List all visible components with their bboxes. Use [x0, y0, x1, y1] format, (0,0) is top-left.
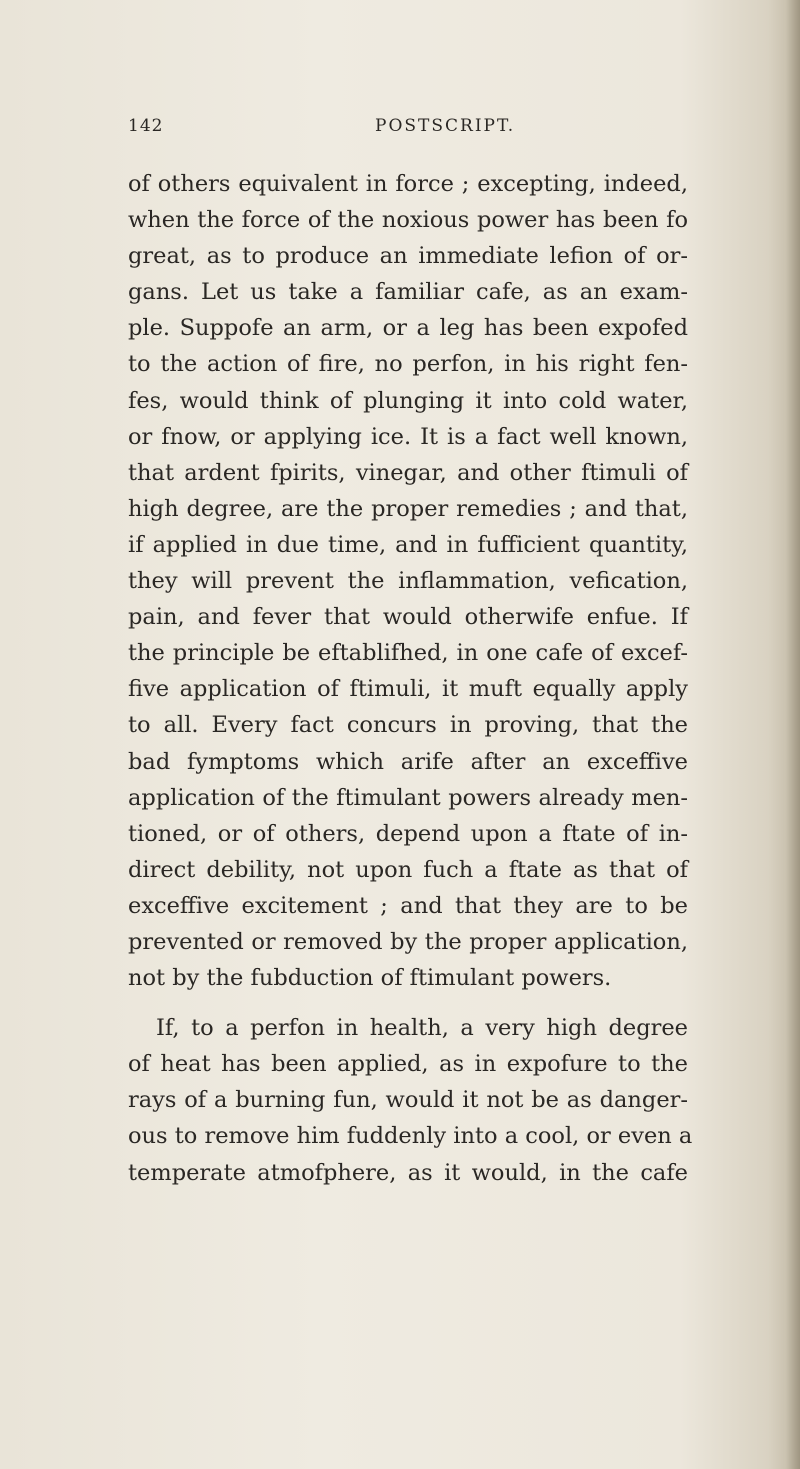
text-line: application of the ftimulant powers already men- [128, 784, 688, 811]
paragraph-gap [128, 996, 688, 1010]
text-line: to all. Every fact concurs in proving, that the [128, 712, 688, 739]
text-line: to the action of fire, no perfon, in his right fen- [128, 351, 688, 378]
text-line: they will prevent the inflammation, vefication, [128, 568, 688, 595]
body-text [128, 166, 693, 1191]
running-head: POSTSCRIPT. [375, 116, 516, 136]
text-line: if applied in due time, and in fufficient quantity, [128, 531, 688, 558]
text-line: the principle be eftablifhed, in one cafe of excef- [128, 640, 688, 667]
text-line: five application of ftimuli, it muft equally apply [128, 676, 688, 703]
text-line: or fnow, or applying ice. It is a fact well known, [128, 423, 688, 450]
text-line: rays of a burning fun, would it not be as danger- [128, 1087, 688, 1114]
text-line: prevented or removed by the proper application, [128, 928, 688, 955]
text-line: that ardent fpirits, vinegar, and other ftimuli of [128, 459, 688, 486]
page-edge-shadow [786, 0, 800, 1469]
text-line: If, to a perfon in health, a very high degree [156, 1015, 688, 1042]
text-line: ple. Suppofe an arm, or a leg has been expofed [128, 315, 688, 342]
text-line: direct debility, not upon fuch a ftate as that of [128, 856, 688, 883]
text-line: tioned, or of others, depend upon a ftate of in- [128, 820, 688, 847]
text-line: pain, and fever that would otherwife enfue. If [128, 604, 688, 631]
text-line: exceffive excitement ; and that they are to be [128, 892, 688, 919]
text-line: high degree, are the proper remedies ; and that, [128, 495, 688, 522]
text-line: ous to remove him fuddenly into a cool, or even a [128, 1123, 693, 1150]
text-line: not by the fubduction of ftimulant powers. [128, 965, 612, 992]
text-line: bad fymptoms which arife after an exceffive [128, 748, 688, 775]
text-line: fes, would think of plunging it into cold water, [128, 387, 688, 414]
text-line: great, as to produce an immediate lefion of or- [128, 243, 688, 270]
text-line: temperate atmofphere, as it would, in the cafe [128, 1159, 688, 1186]
page-number: 142 [128, 116, 164, 136]
text-line: gans. Let us take a familiar cafe, as an exam- [128, 279, 688, 306]
text-line: of heat has been applied, as in expofure to the [128, 1051, 688, 1078]
page-header [128, 116, 688, 144]
text-line: of others equivalent in force ; excepting, indeed, [128, 171, 688, 197]
text-line: when the force of the noxious power has been fo [128, 207, 688, 234]
